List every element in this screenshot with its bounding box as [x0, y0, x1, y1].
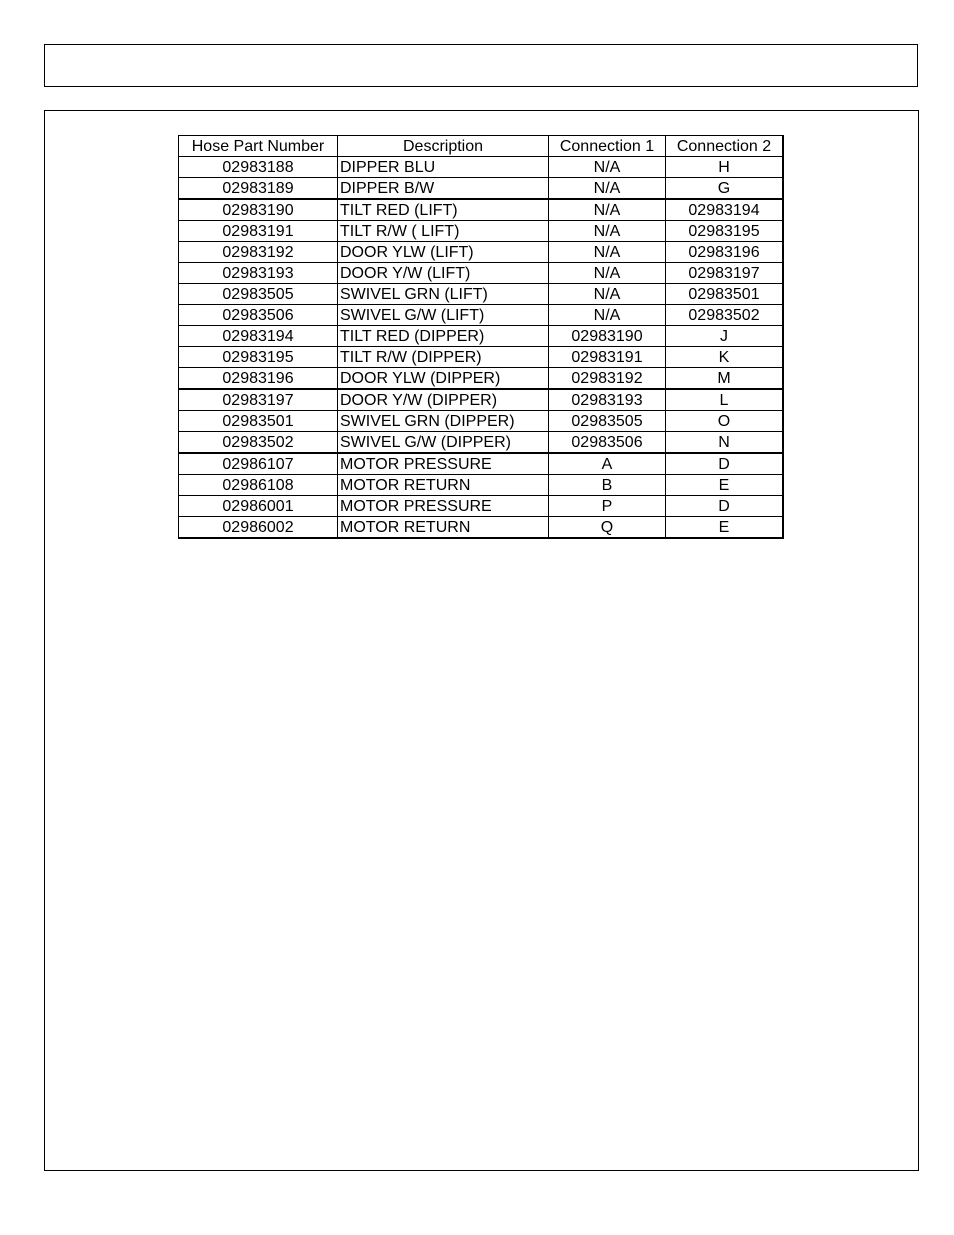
cell-part-number: 02983502 [179, 432, 338, 454]
cell-description: SWIVEL G/W (LIFT) [338, 305, 549, 326]
cell-part-number: 02983191 [179, 221, 338, 242]
cell-description: MOTOR RETURN [338, 475, 549, 496]
cell-connection-1: N/A [549, 284, 666, 305]
cell-part-number: 02983506 [179, 305, 338, 326]
cell-connection-2: E [666, 517, 784, 539]
cell-connection-2: 02983195 [666, 221, 784, 242]
cell-description: DIPPER BLU [338, 157, 549, 178]
cell-connection-2: K [666, 347, 784, 368]
cell-connection-2: L [666, 389, 784, 411]
cell-connection-2: D [666, 453, 784, 475]
cell-connection-1: 02983505 [549, 411, 666, 432]
table-row [179, 411, 784, 432]
cell-connection-1: 02983191 [549, 347, 666, 368]
table-row [179, 389, 784, 411]
cell-description: SWIVEL GRN (DIPPER) [338, 411, 549, 432]
cell-connection-1: N/A [549, 157, 666, 178]
cell-part-number: 02983193 [179, 263, 338, 284]
cell-connection-1: 02983506 [549, 432, 666, 454]
cell-part-number: 02983195 [179, 347, 338, 368]
table-row [179, 284, 784, 305]
cell-description: TILT R/W ( LIFT) [338, 221, 549, 242]
cell-connection-2: 02983197 [666, 263, 784, 284]
cell-part-number: 02986002 [179, 517, 338, 539]
cell-connection-1: A [549, 453, 666, 475]
cell-description: MOTOR PRESSURE [338, 496, 549, 517]
header-hose-part-number: Hose Part Number [179, 136, 338, 157]
cell-connection-1: Q [549, 517, 666, 539]
cell-connection-2: E [666, 475, 784, 496]
table-row [179, 432, 784, 454]
cell-part-number: 02983196 [179, 368, 338, 390]
table-row [179, 305, 784, 326]
table-row [179, 242, 784, 263]
cell-connection-1: N/A [549, 242, 666, 263]
cell-connection-1: N/A [549, 305, 666, 326]
cell-part-number: 02983188 [179, 157, 338, 178]
cell-connection-2: J [666, 326, 784, 347]
table-row [179, 263, 784, 284]
cell-connection-1: 02983190 [549, 326, 666, 347]
cell-connection-2: D [666, 496, 784, 517]
cell-connection-2: 02983502 [666, 305, 784, 326]
cell-description: TILT R/W (DIPPER) [338, 347, 549, 368]
cell-description: DOOR Y/W (LIFT) [338, 263, 549, 284]
cell-description: MOTOR RETURN [338, 517, 549, 539]
cell-description: DOOR YLW (DIPPER) [338, 368, 549, 390]
table-row [179, 178, 784, 200]
hose-connection-table [178, 135, 784, 539]
cell-part-number: 02983501 [179, 411, 338, 432]
cell-description: DOOR YLW (LIFT) [338, 242, 549, 263]
table-row [179, 453, 784, 475]
table-row [179, 157, 784, 178]
table-row [179, 517, 784, 539]
cell-part-number: 02983197 [179, 389, 338, 411]
cell-part-number: 02983505 [179, 284, 338, 305]
table-row [179, 199, 784, 221]
cell-connection-2: M [666, 368, 784, 390]
cell-connection-1: B [549, 475, 666, 496]
cell-connection-2: O [666, 411, 784, 432]
cell-connection-2: 02983196 [666, 242, 784, 263]
cell-part-number: 02986001 [179, 496, 338, 517]
cell-description: SWIVEL GRN (LIFT) [338, 284, 549, 305]
table-row [179, 347, 784, 368]
cell-connection-1: N/A [549, 178, 666, 200]
header-connection-2: Connection 2 [666, 136, 784, 157]
page-header-box [44, 44, 918, 87]
cell-connection-2: H [666, 157, 784, 178]
cell-connection-1: 02983192 [549, 368, 666, 390]
table-row [179, 496, 784, 517]
cell-part-number: 02983190 [179, 199, 338, 221]
table-row [179, 326, 784, 347]
table-row [179, 368, 784, 390]
cell-connection-1: 02983193 [549, 389, 666, 411]
cell-part-number: 02986107 [179, 453, 338, 475]
cell-part-number: 02983189 [179, 178, 338, 200]
cell-connection-2: N [666, 432, 784, 454]
cell-connection-1: N/A [549, 199, 666, 221]
cell-description: MOTOR PRESSURE [338, 453, 549, 475]
header-connection-1: Connection 1 [549, 136, 666, 157]
cell-part-number: 02983194 [179, 326, 338, 347]
cell-description: DOOR Y/W (DIPPER) [338, 389, 549, 411]
cell-connection-1: P [549, 496, 666, 517]
cell-description: TILT RED (LIFT) [338, 199, 549, 221]
cell-connection-1: N/A [549, 263, 666, 284]
cell-connection-2: 02983194 [666, 199, 784, 221]
cell-part-number: 02983192 [179, 242, 338, 263]
cell-part-number: 02986108 [179, 475, 338, 496]
table-header-row [179, 136, 784, 157]
header-description: Description [338, 136, 549, 157]
cell-connection-1: N/A [549, 221, 666, 242]
cell-connection-2: 02983501 [666, 284, 784, 305]
cell-description: SWIVEL G/W (DIPPER) [338, 432, 549, 454]
cell-description: TILT RED (DIPPER) [338, 326, 549, 347]
cell-description: DIPPER B/W [338, 178, 549, 200]
table-row [179, 475, 784, 496]
table-row [179, 221, 784, 242]
cell-connection-2: G [666, 178, 784, 200]
